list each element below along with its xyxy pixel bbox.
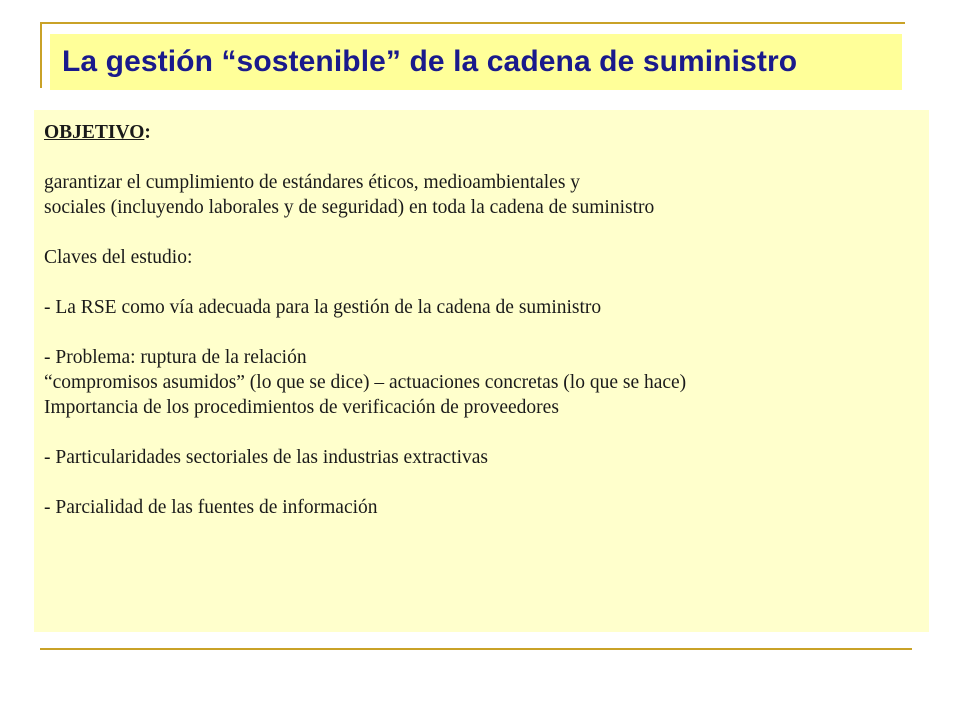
spacer — [44, 320, 929, 345]
left-accent-line — [40, 22, 42, 88]
key-item-1: - La RSE como vía adecuada para la gestión de la cadena de suministro — [44, 297, 602, 318]
spacer — [44, 220, 929, 245]
key-item-3: - Particularidades sectoriales de las industrias extractivas — [44, 447, 489, 468]
keys-heading: Claves del estudio: — [44, 247, 193, 268]
objective-text-line-2: sociales (incluyendo laborales y de seguridad) en toda la cadena de suministro — [44, 197, 655, 218]
objective-label: OBJETIVO — [44, 122, 145, 143]
objective-text-line-1: garantizar el cumplimiento de estándares éticos, medioambientales y — [44, 172, 581, 193]
key-item-2-line-2: “compromisos asumidos” (lo que se dice) – actuaciones concretas (lo que se hace) — [44, 372, 687, 393]
title-box — [50, 34, 902, 90]
key-item-2-line-1: - Problema: ruptura de la relación — [44, 347, 307, 368]
objective-heading — [44, 120, 929, 145]
slide-title: La gestión “sostenible” de la cadena de suministro — [62, 45, 798, 78]
spacer — [44, 470, 929, 495]
spacer — [44, 270, 929, 295]
content-box — [34, 110, 929, 632]
key-item-4: - Parcialidad de las fuentes de información — [44, 497, 378, 518]
top-accent-line — [40, 22, 905, 24]
objective-colon: : — [144, 122, 151, 143]
spacer — [44, 420, 929, 445]
bottom-accent-line — [40, 648, 912, 650]
key-item-2-line-3: Importancia de los procedimientos de verificación de proveedores — [44, 397, 559, 418]
spacer — [44, 145, 929, 170]
